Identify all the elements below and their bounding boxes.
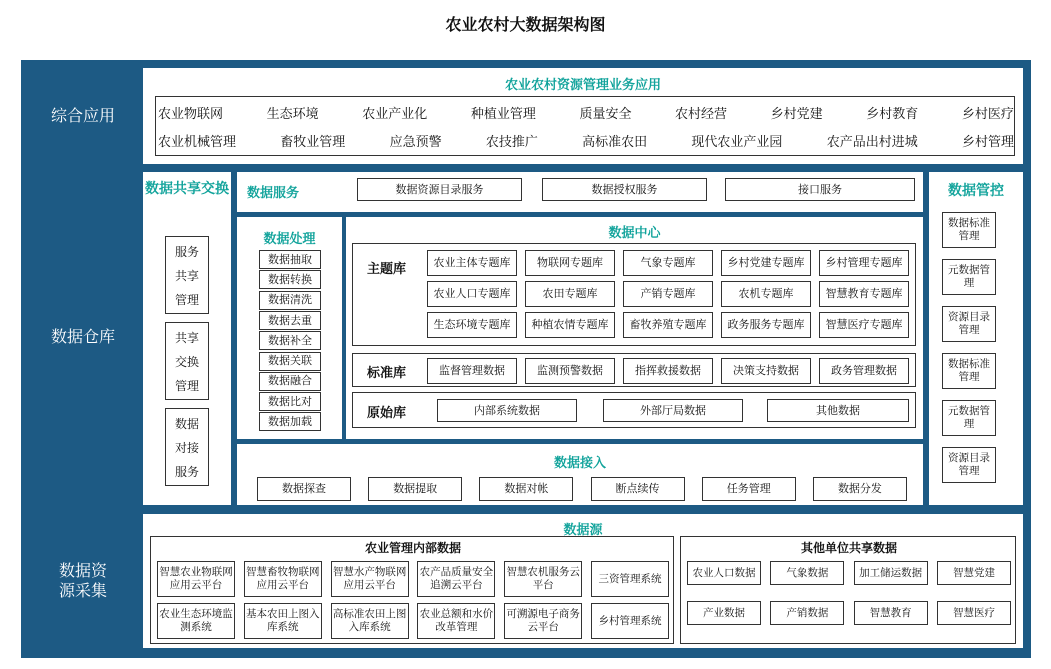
processing-panel xyxy=(237,217,342,439)
layer-label-app: 综合应用 xyxy=(50,106,115,125)
center-panel xyxy=(346,217,923,439)
standard-item[interactable]: 监督管理数据 xyxy=(427,358,517,384)
internal-source-item[interactable]: 智慧农业物联网应用云平台 xyxy=(157,561,235,597)
share-group-text: 共享 xyxy=(174,330,199,345)
raw-item-internal[interactable]: 内部系统数据 xyxy=(437,399,577,422)
diagram-title: 农业农村大数据架构图 xyxy=(445,15,606,34)
raw-item-external[interactable]: 外部厅局数据 xyxy=(603,399,743,422)
theme-library-label: 主题库 xyxy=(367,262,407,277)
internal-source-item[interactable]: 智慧农机服务云平台 xyxy=(504,561,582,597)
share-group-text: 服务 xyxy=(174,464,199,479)
app-item[interactable]: 农业产业化 xyxy=(362,107,428,122)
theme-item[interactable]: 农田专题库 xyxy=(525,281,615,307)
governance-item[interactable]: 数据标准管理 xyxy=(942,353,996,389)
share-groups xyxy=(165,236,209,488)
governance-heading: 数据管控 xyxy=(948,183,1004,199)
other-row-2 xyxy=(687,601,1011,623)
processing-item[interactable]: 数据补全 xyxy=(259,331,321,350)
theme-item[interactable]: 智慧教育专题库 xyxy=(819,281,909,307)
standard-item[interactable]: 指挥救援数据 xyxy=(623,358,713,384)
standard-library-label: 标准库 xyxy=(367,366,407,381)
service-item-authorization[interactable]: 数据授权服务 xyxy=(542,178,707,201)
app-item[interactable]: 乡村医疗 xyxy=(961,107,1014,122)
theme-item[interactable]: 乡村管理专题库 xyxy=(819,250,909,276)
internal-row-2 xyxy=(157,603,669,639)
internal-data-box xyxy=(150,536,674,644)
governance-panel xyxy=(929,172,1023,505)
ingest-item[interactable]: 断点续传 xyxy=(591,477,685,501)
app-item[interactable]: 农产品出村进城 xyxy=(826,135,918,150)
internal-source-item[interactable]: 农业生态环境监测系统 xyxy=(157,603,235,639)
other-source-item[interactable]: 智慧医疗 xyxy=(937,601,1011,625)
app-item[interactable]: 应急预警 xyxy=(389,135,442,150)
processing-item[interactable]: 数据抽取 xyxy=(259,250,321,269)
other-source-item[interactable]: 产业数据 xyxy=(687,601,761,625)
other-source-item[interactable]: 加工储运数据 xyxy=(854,561,928,585)
other-source-item[interactable]: 智慧党建 xyxy=(937,561,1011,585)
service-item-interface[interactable]: 接口服务 xyxy=(725,178,915,201)
ingest-item[interactable]: 数据分发 xyxy=(813,477,907,501)
theme-item[interactable]: 农业人口专题库 xyxy=(427,281,517,307)
theme-item[interactable]: 种植农情专题库 xyxy=(525,312,615,338)
share-group[interactable] xyxy=(165,236,209,314)
app-item[interactable]: 乡村管理 xyxy=(961,135,1014,150)
ingest-item[interactable]: 数据探查 xyxy=(257,477,351,501)
app-list xyxy=(155,96,1015,156)
governance-item[interactable]: 元数据管理 xyxy=(942,259,996,295)
processing-item[interactable]: 数据关联 xyxy=(259,352,321,371)
standard-item[interactable]: 监测预警数据 xyxy=(525,358,615,384)
governance-item[interactable]: 资源目录管理 xyxy=(942,447,996,483)
governance-item[interactable]: 数据标准管理 xyxy=(942,212,996,248)
ingest-item[interactable]: 任务管理 xyxy=(702,477,796,501)
share-group[interactable] xyxy=(165,408,209,486)
app-row-1 xyxy=(158,103,1014,123)
share-heading: 数据共享交换 xyxy=(145,181,229,197)
share-group[interactable] xyxy=(165,322,209,400)
processing-item[interactable]: 数据融合 xyxy=(259,372,321,391)
app-panel xyxy=(143,68,1023,164)
ingest-row xyxy=(257,477,907,499)
internal-source-item[interactable]: 智慧水产物联网应用云平台 xyxy=(331,561,409,597)
app-item[interactable]: 畜牧业管理 xyxy=(280,135,346,150)
service-heading: 数据服务 xyxy=(247,186,300,201)
other-source-item[interactable]: 产销数据 xyxy=(770,601,844,625)
source-heading: 数据源 xyxy=(563,523,603,538)
standard-grid xyxy=(427,358,913,382)
theme-item[interactable]: 生态环境专题库 xyxy=(427,312,517,338)
processing-item[interactable]: 数据加载 xyxy=(259,412,321,431)
theme-library xyxy=(352,243,916,346)
app-item[interactable]: 生态环境 xyxy=(266,107,319,122)
other-source-item[interactable]: 智慧教育 xyxy=(854,601,928,625)
internal-source-item[interactable]: 基本农田上图入库系统 xyxy=(244,603,322,639)
governance-item[interactable]: 元数据管理 xyxy=(942,400,996,436)
internal-data-heading: 农业管理内部数据 xyxy=(364,541,461,555)
other-source-item[interactable]: 气象数据 xyxy=(770,561,844,585)
service-item-catalog[interactable]: 数据资源目录服务 xyxy=(357,178,522,201)
raw-library xyxy=(352,392,916,428)
other-data-box xyxy=(680,536,1016,644)
internal-source-item[interactable]: 农产品质量安全追溯云平台 xyxy=(417,561,495,597)
raw-library-label: 原始库 xyxy=(367,406,407,421)
standard-item[interactable]: 政务管理数据 xyxy=(819,358,909,384)
app-row-2 xyxy=(158,131,1014,151)
theme-item[interactable]: 气象专题库 xyxy=(623,250,713,276)
internal-source-item[interactable]: 三资管理系统 xyxy=(591,561,669,597)
ingest-item[interactable]: 数据对帐 xyxy=(479,477,573,501)
app-item[interactable]: 农业机械管理 xyxy=(158,135,237,150)
share-group-text: 交换 xyxy=(174,354,199,369)
internal-source-item[interactable]: 农业总额和水价改革管理 xyxy=(417,603,495,639)
share-group-text: 共享 xyxy=(174,268,199,283)
app-item[interactable]: 现代农业产业园 xyxy=(691,135,783,150)
share-group-text: 管理 xyxy=(174,292,199,307)
theme-item[interactable]: 畜牧养殖专题库 xyxy=(623,312,713,338)
share-group-text: 对接 xyxy=(174,440,199,455)
layer-label-collect: 数据资源采集 xyxy=(58,561,107,600)
app-item[interactable]: 乡村党建 xyxy=(770,107,823,122)
app-heading: 农业农村资源管理业务应用 xyxy=(504,78,661,93)
internal-source-item[interactable]: 智慧畜牧物联网应用云平台 xyxy=(244,561,322,597)
app-item[interactable]: 农业物联网 xyxy=(158,107,224,122)
internal-source-item[interactable]: 可溯源电子商务云平台 xyxy=(504,603,582,639)
standard-library xyxy=(352,353,916,387)
ingest-item[interactable]: 数据提取 xyxy=(368,477,462,501)
governance-item[interactable]: 资源目录管理 xyxy=(942,306,996,342)
processing-heading: 数据处理 xyxy=(263,232,316,247)
other-source-item[interactable]: 农业人口数据 xyxy=(687,561,761,585)
theme-item[interactable]: 政务服务专题库 xyxy=(721,312,811,338)
other-row-1 xyxy=(687,561,1011,583)
share-group-text: 管理 xyxy=(174,378,199,393)
theme-item[interactable]: 智慧医疗专题库 xyxy=(819,312,909,338)
center-heading: 数据中心 xyxy=(608,226,661,241)
theme-item[interactable]: 农机专题库 xyxy=(721,281,811,307)
app-item[interactable]: 高标准农田 xyxy=(582,135,648,150)
ingest-panel xyxy=(237,444,923,505)
processing-item[interactable]: 数据去重 xyxy=(259,311,321,330)
theme-grid xyxy=(427,250,913,342)
app-item[interactable]: 农村经营 xyxy=(675,107,728,122)
internal-source-item[interactable]: 高标准农田上图入库系统 xyxy=(331,603,409,639)
share-group-text: 服务 xyxy=(174,244,199,259)
internal-source-item[interactable]: 乡村管理系统 xyxy=(591,603,669,639)
share-group-text: 数据 xyxy=(174,416,199,431)
share-panel xyxy=(143,172,231,505)
source-panel xyxy=(143,514,1023,648)
layer-label-warehouse: 数据仓库 xyxy=(50,327,115,346)
theme-item[interactable]: 农业主体专题库 xyxy=(427,250,517,276)
theme-item[interactable]: 乡村党建专题库 xyxy=(721,250,811,276)
app-item[interactable]: 乡村教育 xyxy=(866,107,919,122)
processing-item[interactable]: 数据转换 xyxy=(259,270,321,289)
app-item[interactable]: 种植业管理 xyxy=(470,107,536,122)
theme-item[interactable]: 物联网专题库 xyxy=(525,250,615,276)
service-panel xyxy=(237,172,923,212)
internal-row-1 xyxy=(157,561,669,597)
other-data-heading: 其他单位共享数据 xyxy=(800,541,897,555)
processing-item[interactable]: 数据清洗 xyxy=(259,291,321,310)
ingest-heading: 数据接入 xyxy=(553,456,606,471)
standard-item[interactable]: 决策支持数据 xyxy=(721,358,811,384)
processing-item[interactable]: 数据比对 xyxy=(259,392,321,411)
theme-item[interactable]: 产销专题库 xyxy=(623,281,713,307)
raw-item-other[interactable]: 其他数据 xyxy=(767,399,909,422)
app-item[interactable]: 质量安全 xyxy=(579,107,632,122)
app-item[interactable]: 农技推广 xyxy=(485,135,538,150)
